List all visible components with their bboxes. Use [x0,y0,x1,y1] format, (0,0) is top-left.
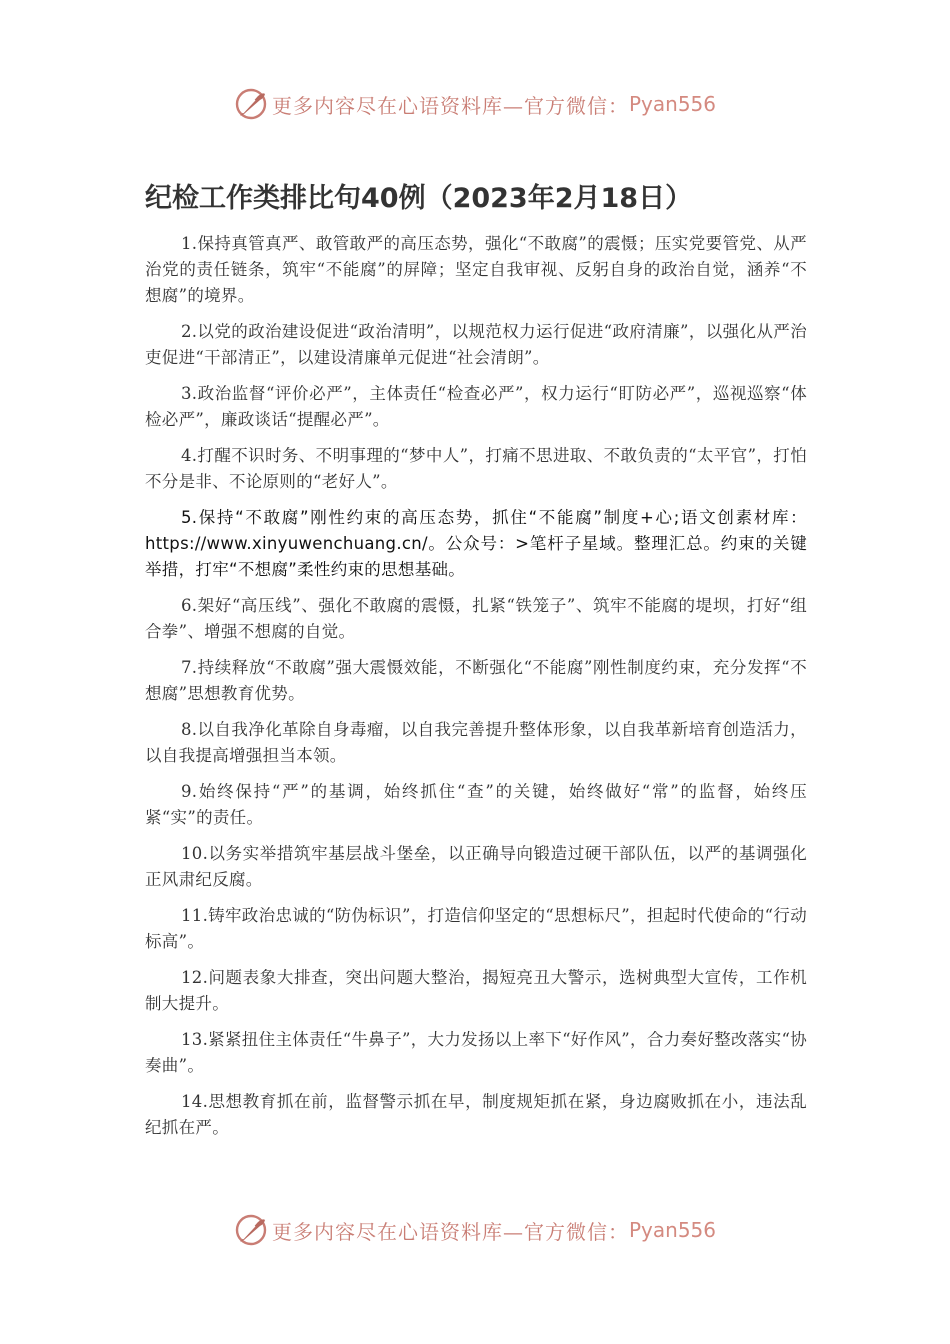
list-item: 7.持续释放“不敢腐”强大震慑效能，不断强化“不能腐”刚性制度约束，充分发挥“不想腐”思想教育优势。 [145,658,807,703]
list-item: 1.保持真管真严、敢管敢严的高压态势，强化“不敢腐”的震慑；压实党要管党、从严治党的责任链条，筑牢“不能腐”的屏障；坚定自我审视、反躬自身的政治自觉，涵养“不想腐”的境界。 [145,234,807,305]
list-item: 3.政治监督“评价必严”，主体责任“检查必严”，权力运行“盯防必严”，巡视巡察“体检必严”，廉政谈话“提醒必严”。 [145,384,807,429]
list-item: 10.以务实举措筑牢基层战斗堡垒，以正确导向锻造过硬干部队伍，以严的基调强化正风肃纪反腐。 [145,844,807,889]
list-item: 14.思想教育抓在前，监督警示抓在早，制度规矩抓在紧，身边腐败抓在小，违法乱纪抓在严。 [145,1092,807,1137]
list-item: 12.问题表象大排查，突出问题大整治，揭短亮丑大警示，选树典型大宣传，工作机制大提升。 [145,968,807,1013]
list-item: 8.以自我净化革除自身毒瘤，以自我完善提升整体形象，以自我革新培育创造活力，以自我提高增强担当本领。 [145,720,807,765]
document-body [145,231,807,1151]
document-title: 纪检工作类排比句40例（2023年2月18日） [145,183,693,214]
list-item: 6.架好“高压线”、强化不敢腐的震慑，扎紧“铁笼子”、筑牢不能腐的堤坝，打好“组合拳”、增强不想腐的自觉。 [145,596,807,641]
footer-watermark [0,1208,950,1252]
watermark-wechat-id: Pyan556 [628,92,716,116]
list-item: 9.始终保持“严”的基调，始终抓住“查”的关键，始终做好“常”的监督，始终压紧“实”的责任。 [145,782,807,827]
list-item: 4.打醒不识时务、不明事理的“梦中人”，打痛不思进取、不敢负责的“太平官”，打怕不分是非、不论原则的“老好人”。 [145,446,807,491]
list-item: 11.铸牢政治忠诚的“防伪标识”，打造信仰坚定的“思想标尺”，担起时代使命的“行动标高”。 [145,906,807,951]
watermark-text: 更多内容尽在心语资料库—官方微信： [271,93,629,118]
list-item: 13.紧紧扭住主体责任“牛鼻子”，大力发扬以上率下“好作风”，合力奏好整改落实“协奏曲”。 [145,1030,807,1075]
quill-logo-icon [234,1213,268,1247]
list-item: 5.保持“不敢腐”刚性约束的高压态势，抓住“不能腐”制度+心;语文创素材库：https://www.xinyuwenchuang.cn/。公众号：>笔杆子星域。整理汇总。约束的关键举措，打牢“不想腐”柔性约束的思想基础。 [145,508,807,579]
header-watermark [0,82,950,126]
watermark-wechat-id: Pyan556 [628,1218,716,1242]
list-item: 2.以党的政治建设促进“政治清明”，以规范权力运行促进“政府清廉”，以强化从严治吏促进“干部清正”，以建设清廉单元促进“社会清朗”。 [145,322,807,367]
watermark-text: 更多内容尽在心语资料库—官方微信： [271,1219,629,1244]
quill-logo-icon [234,87,268,121]
